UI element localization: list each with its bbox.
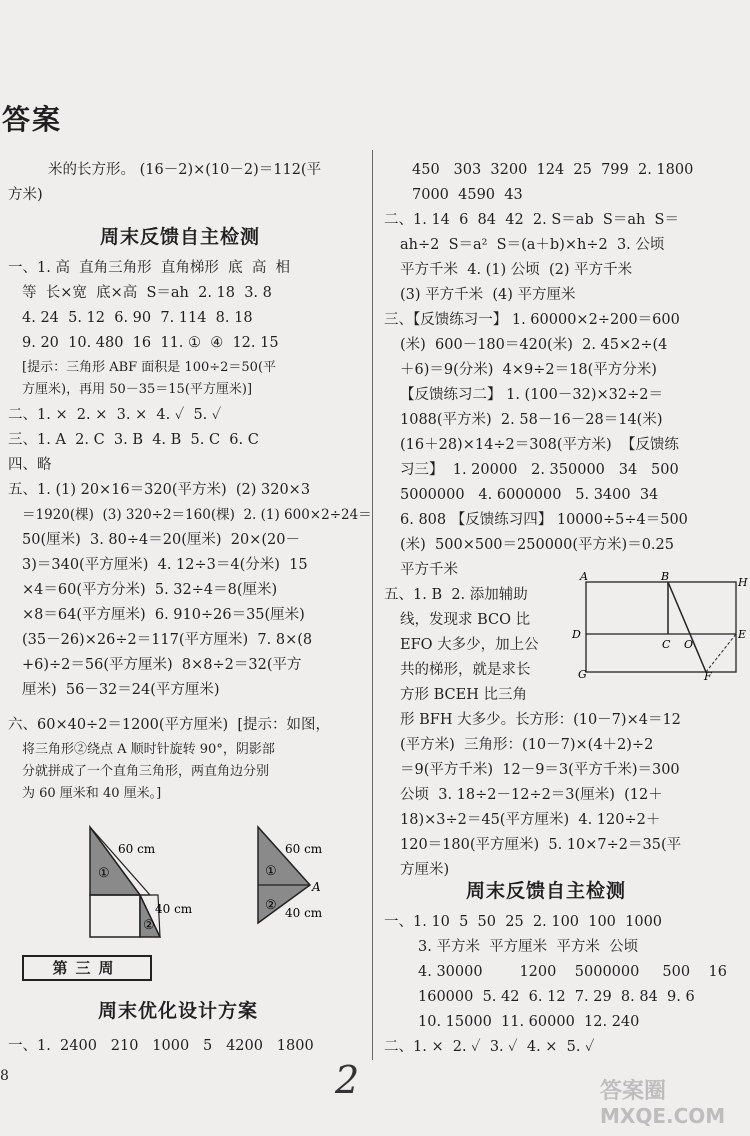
section-title: 周末反馈自主检测 <box>100 226 261 248</box>
text-line: 四、略 <box>8 457 52 473</box>
text-line: 方米) <box>8 187 43 203</box>
text-line: 120＝180(平方厘米) 5. 10×7÷2＝35(平 <box>400 837 682 853</box>
hint-line: 分就拼成了一个直角三角形，两直角边分别 <box>22 764 270 779</box>
text-line: 一、1. 2400 210 1000 5 4200 1800 <box>8 1038 314 1054</box>
text-line: 米的长方形。 (16－2)×(10－2)＝112(平 <box>48 162 322 178</box>
point-B: B <box>661 570 670 583</box>
point-E: E <box>738 628 747 641</box>
geometry-figure <box>572 570 748 680</box>
text-line: 方厘米) <box>400 862 450 878</box>
text-line: 厘米) 56－32＝24(平方厘米) <box>22 682 220 698</box>
text-line: 等 长×宽 底×高 S＝ah 2. 18 3. 8 <box>22 285 272 301</box>
text-line: ah÷2 S＝a² S＝(a＋b)×h÷2 3. 公顷 <box>400 237 665 253</box>
text-line: 二、1. × 2. × 3. × 4. ✓ 5. ✓ <box>8 407 222 423</box>
text-line: 五、1. (1) 20×16＝320(平方米) (2) 320×3 <box>8 482 311 498</box>
point-O: O <box>684 638 694 651</box>
label-60cm-b: 60 cm <box>285 842 323 856</box>
hint-line: 将三角形②绕点 A 顺时针旋转 90°，阴影部 <box>22 742 275 757</box>
text-line: 6. 808 【反馈练习四】 10000÷5÷4＝500 <box>400 512 688 528</box>
text-line: 习三】 1. 20000 2. 350000 34 500 <box>400 462 679 478</box>
text-line: 一、1. 10 5 50 25 2. 100 100 1000 <box>384 914 663 930</box>
watermark-line1: 答案圈 <box>600 1079 667 1104</box>
hint-line: [提示：三角形 ABF 面积是 100÷2＝50(平 <box>22 360 277 375</box>
text-line: (米) 600－180＝420(米) 2. 45×2÷(4 <box>400 337 668 353</box>
text-line: ＝9(平方千米) 12－9＝3(平方千米)＝300 <box>400 762 680 778</box>
text-line: 公顷 3. 18÷2－12÷2＝3(厘米) (12＋ <box>400 787 663 803</box>
text-line: 18)×3÷2＝45(平方厘米) 4. 120÷2＋ <box>400 812 661 828</box>
text-line: 450 303 3200 124 25 799 2. 1800 <box>412 162 694 178</box>
point-A: A <box>580 570 588 583</box>
text-line: 六、60×40÷2＝1200(平方厘米) [提示：如图， <box>8 717 331 733</box>
text-line: 三、【反馈练习一】 1. 60000×2÷200＝600 <box>384 312 680 328</box>
section-title: 周末反馈自主检测 <box>466 880 627 902</box>
watermark <box>600 1080 725 1128</box>
text-line: (16＋28)×14÷2＝308(平方米) 【反馈练 <box>400 437 679 453</box>
hint-line: 为 60 厘米和 40 厘米。] <box>22 786 162 801</box>
text-line: 9. 20 10. 480 16 11. ① ④ 12. 15 <box>22 335 279 351</box>
text-line: 二、1. × 2. ✓ 3. ✓ 4. × 5. ✓ <box>384 1039 595 1055</box>
text-line: 160000 5. 42 6. 12 7. 29 8. 84 9. 6 <box>418 989 695 1005</box>
text-line: 方形 BCEH 比三角 <box>400 687 527 703</box>
point-D: D <box>572 628 581 641</box>
circle-label-1: ① <box>98 866 110 881</box>
text-line: ＝1920(棵) (3) 320÷2＝160(棵) 2. (1) 600×2÷24＝ <box>22 507 372 523</box>
week-label-box: 第三周 <box>22 955 152 981</box>
text-line: 形 BFH 大多少。长方形：(10－7)×4＝12 <box>400 712 681 728</box>
label-60cm: 60 cm <box>118 842 156 856</box>
text-line: 平方千米 4. (1) 公顷 (2) 平方千米 <box>400 262 633 278</box>
text-line: 10. 15000 11. 60000 12. 240 <box>418 1014 640 1030</box>
text-line: 4. 30000 1200 5000000 500 16 <box>418 964 727 980</box>
text-line: ×4＝60(平方分米) 5. 32÷4＝8(厘米) <box>22 582 278 598</box>
handwritten-page-number: 2 <box>335 1058 360 1102</box>
text-line: 1088(平方米) 2. 58－16－28＝14(米) <box>400 412 663 428</box>
text-line: 线，发现求 BCO 比 <box>400 612 531 628</box>
text-line: 【反馈练习二】 1. (100－32)×32÷2＝ <box>400 387 663 403</box>
text-line: ＋6)＝9(分米) 4×9÷2＝18(平方分米) <box>400 362 657 378</box>
circle-label-2b: ② <box>265 898 277 913</box>
line-BF <box>668 582 706 672</box>
column-divider <box>372 150 373 1060</box>
watermark-line2: MXQE.COM <box>600 1104 726 1128</box>
text-line: 二、1. 14 6 84 42 2. S＝ab S＝ah S＝ <box>384 212 679 228</box>
point-F: F <box>704 670 712 680</box>
text-line: 7000 4590 43 <box>412 187 523 203</box>
page-corner-number: 8 <box>0 1068 9 1084</box>
point-H: H <box>738 576 748 589</box>
text-line: (3) 平方千米 (4) 平方厘米 <box>400 287 576 303</box>
rotation-figure <box>80 815 340 945</box>
text-line: 5000000 4. 6000000 5. 3400 34 <box>400 487 659 503</box>
text-line: 五、1. B 2. 添加辅助 <box>384 587 528 603</box>
text-line: 平方千米 <box>400 562 458 578</box>
text-line: 3)＝340(平方厘米) 4. 12÷3＝4(分米) 15 <box>22 557 308 573</box>
section-title: 周末优化设计方案 <box>98 1000 259 1022</box>
text-line: 三、1. A 2. C 3. B 4. B 5. C 6. C <box>8 432 259 448</box>
text-line: (平方米) 三角形：(10－7)×(4＋2)÷2 <box>400 737 654 753</box>
text-line: ×8＝64(平方厘米) 6. 910÷26＝35(厘米) <box>22 607 305 623</box>
text-line: 4. 24 5. 12 6. 90 7. 114 8. 18 <box>22 310 253 326</box>
page-header-title: 答案 <box>2 103 63 136</box>
label-40cm-b: 40 cm <box>285 906 323 920</box>
label-40cm: 40 cm <box>155 902 193 916</box>
point-G: G <box>578 668 587 680</box>
text-line: EFO 大多少，加上公 <box>400 637 539 653</box>
line-FE <box>706 634 736 672</box>
circle-label-2: ② <box>143 918 155 933</box>
text-line: 一、1. 高 直角三角形 直角梯形 底 高 相 <box>8 260 291 276</box>
text-line: 3. 平方米 平方厘米 平方米 公顷 <box>418 939 639 955</box>
point-A-label: A <box>312 880 321 894</box>
text-line: 50(厘米) 3. 80÷4＝20(厘米) 20×(20－ <box>22 532 300 548</box>
text-line: 共的梯形，就是求长 <box>400 662 531 678</box>
hint-line: 方厘米)，再用 50－35＝15(平方厘米)] <box>22 382 253 397</box>
text-line: (米) 500×500＝250000(平方米)＝0.25 <box>400 537 674 553</box>
point-C: C <box>662 638 671 651</box>
circle-label-1b: ① <box>265 864 277 879</box>
text-line: +6)÷2＝56(平方厘米) 8×8÷2＝32(平方 <box>22 657 302 673</box>
text-line: (35－26)×26÷2＝117(平方厘米) 7. 8×(8 <box>22 632 313 648</box>
outer-rectangle <box>586 582 736 672</box>
square <box>90 895 140 937</box>
